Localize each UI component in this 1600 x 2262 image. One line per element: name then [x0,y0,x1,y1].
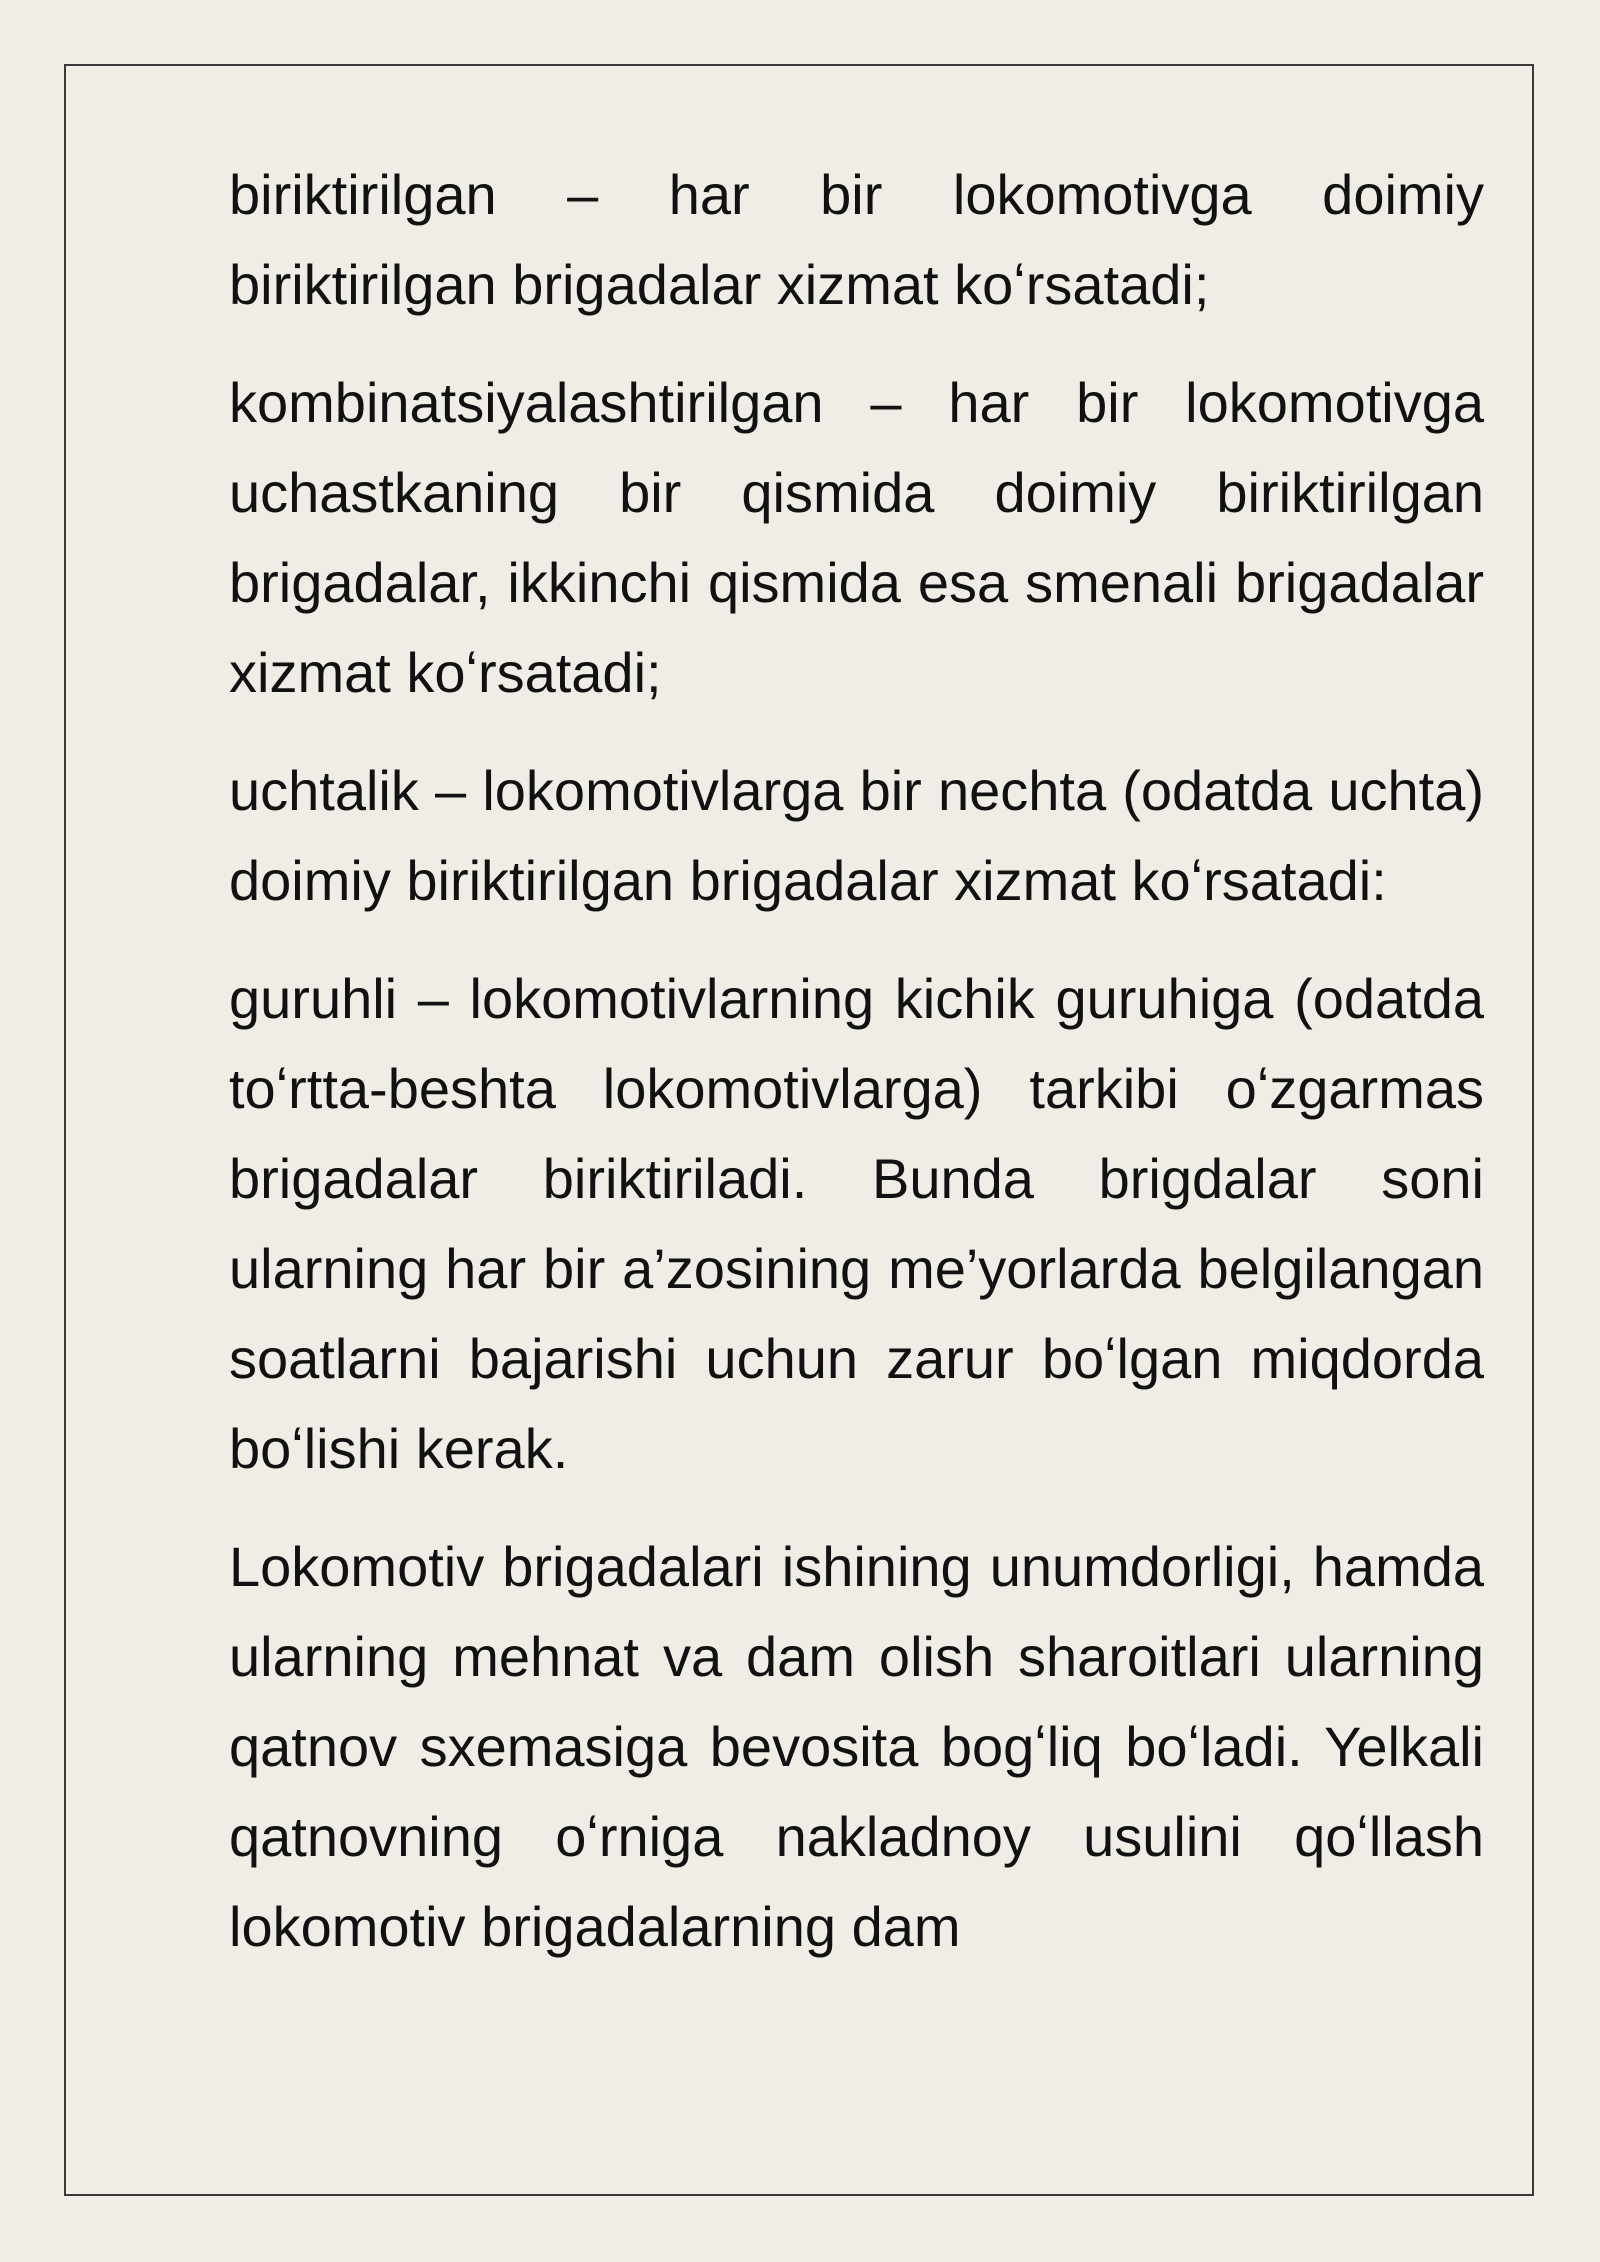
paragraph-guruhli: guruhli – lokomotivlarning kichik guruhiga (odatda toʻrtta-beshta lokomotivlarga) tarkibi oʻzgarmas brigadalar biriktiriladi. Bunda brigdalar soni ularning har bir a’zosining me’yorlarda belgilangan soatlarni bajarishi uchun zarur boʻlgan miqdorda boʻlishi kerak. [229,967,1484,1480]
paragraph-uchtalik: uchtalik – lokomotivlarga bir nechta (odatda uchta) doimiy biriktirilgan brigadalar xizmat koʻrsatadi: [229,759,1484,912]
paragraph-biriktirilgan: biriktirilgan – har bir lokomotivga doimiy biriktirilgan brigadalar xizmat koʻrsatadi; [229,163,1484,316]
document-body [229,150,1484,2000]
paragraph-lokomotiv-brigadalari: Lokomotiv brigadalari ishining unumdorligi, hamda ularning mehnat va dam olish sharoitlari ularning qatnov sxemasiga bevosita bogʻliq boʻladi. Yelkali qatnovning oʻrniga nakladnoy usulini qoʻllash lokomotiv brigadalarning dam [229,1535,1484,1958]
paragraph-kombinatsiyalashtirilgan: kombinatsiyalashtirilgan – har bir lokomotivga uchastkaning bir qismida doimiy biriktirilgan brigadalar, ikkinchi qismida esa smenali brigadalar xizmat koʻrsatadi; [229,371,1484,704]
